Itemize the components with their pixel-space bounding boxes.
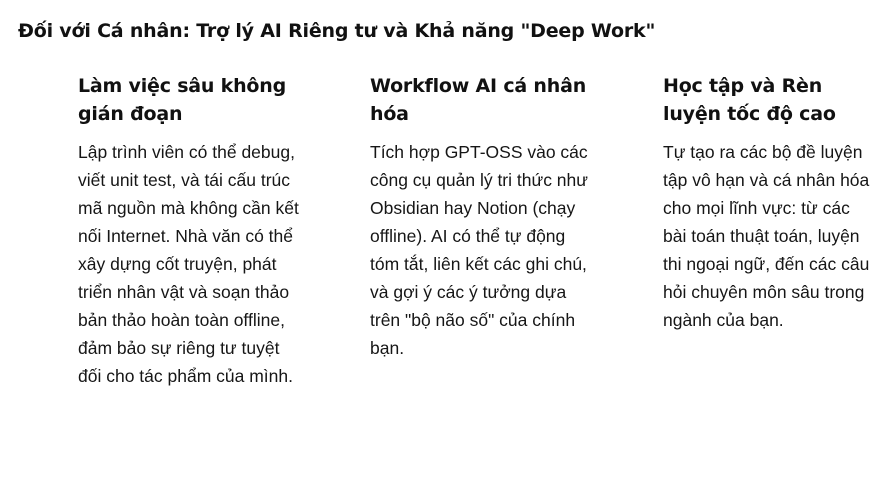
column-heading: Làm việc sâu không gián đoạn xyxy=(78,75,287,125)
column-heading: Workflow AI cá nhân hóa xyxy=(370,75,587,125)
column-heading: Học tập và Rèn luyện tốc độ cao xyxy=(663,75,836,125)
column-learning xyxy=(663,72,875,334)
column-deep-work xyxy=(78,72,300,390)
column-body: Tự tạo ra các bộ đề luyện tập vô hạn và cá nhân hóa cho mọi lĩnh vực: từ các bài toán thuật toán, luyện thi ngoại ngữ, đến các câu hỏi chuyên môn sâu trong ngành của bạn. xyxy=(663,142,870,330)
column-body: Lập trình viên có thể debug, viết unit test, và tái cấu trúc mã nguồn mà không cần kết nối Internet. Nhà văn có thể xây dựng cốt truyện, phát triển nhân vật và soạn thảo bản thảo hoàn toàn offline, đảm bảo sự riêng tư tuyệt đối cho tác phẩm của mình. xyxy=(78,142,299,386)
page-title: Đối với Cá nhân: Trợ lý AI Riêng tư và Khả năng "Deep Work" xyxy=(18,20,656,42)
column-personal-workflow xyxy=(370,72,592,362)
column-body: Tích hợp GPT-OSS vào các công cụ quản lý tri thức như Obsidian hay Notion (chạy offline). AI có thể tự động tóm tắt, liên kết các ghi chú, và gợi ý các ý tưởng dựa trên "bộ não số" của chính bạn. xyxy=(370,142,588,358)
